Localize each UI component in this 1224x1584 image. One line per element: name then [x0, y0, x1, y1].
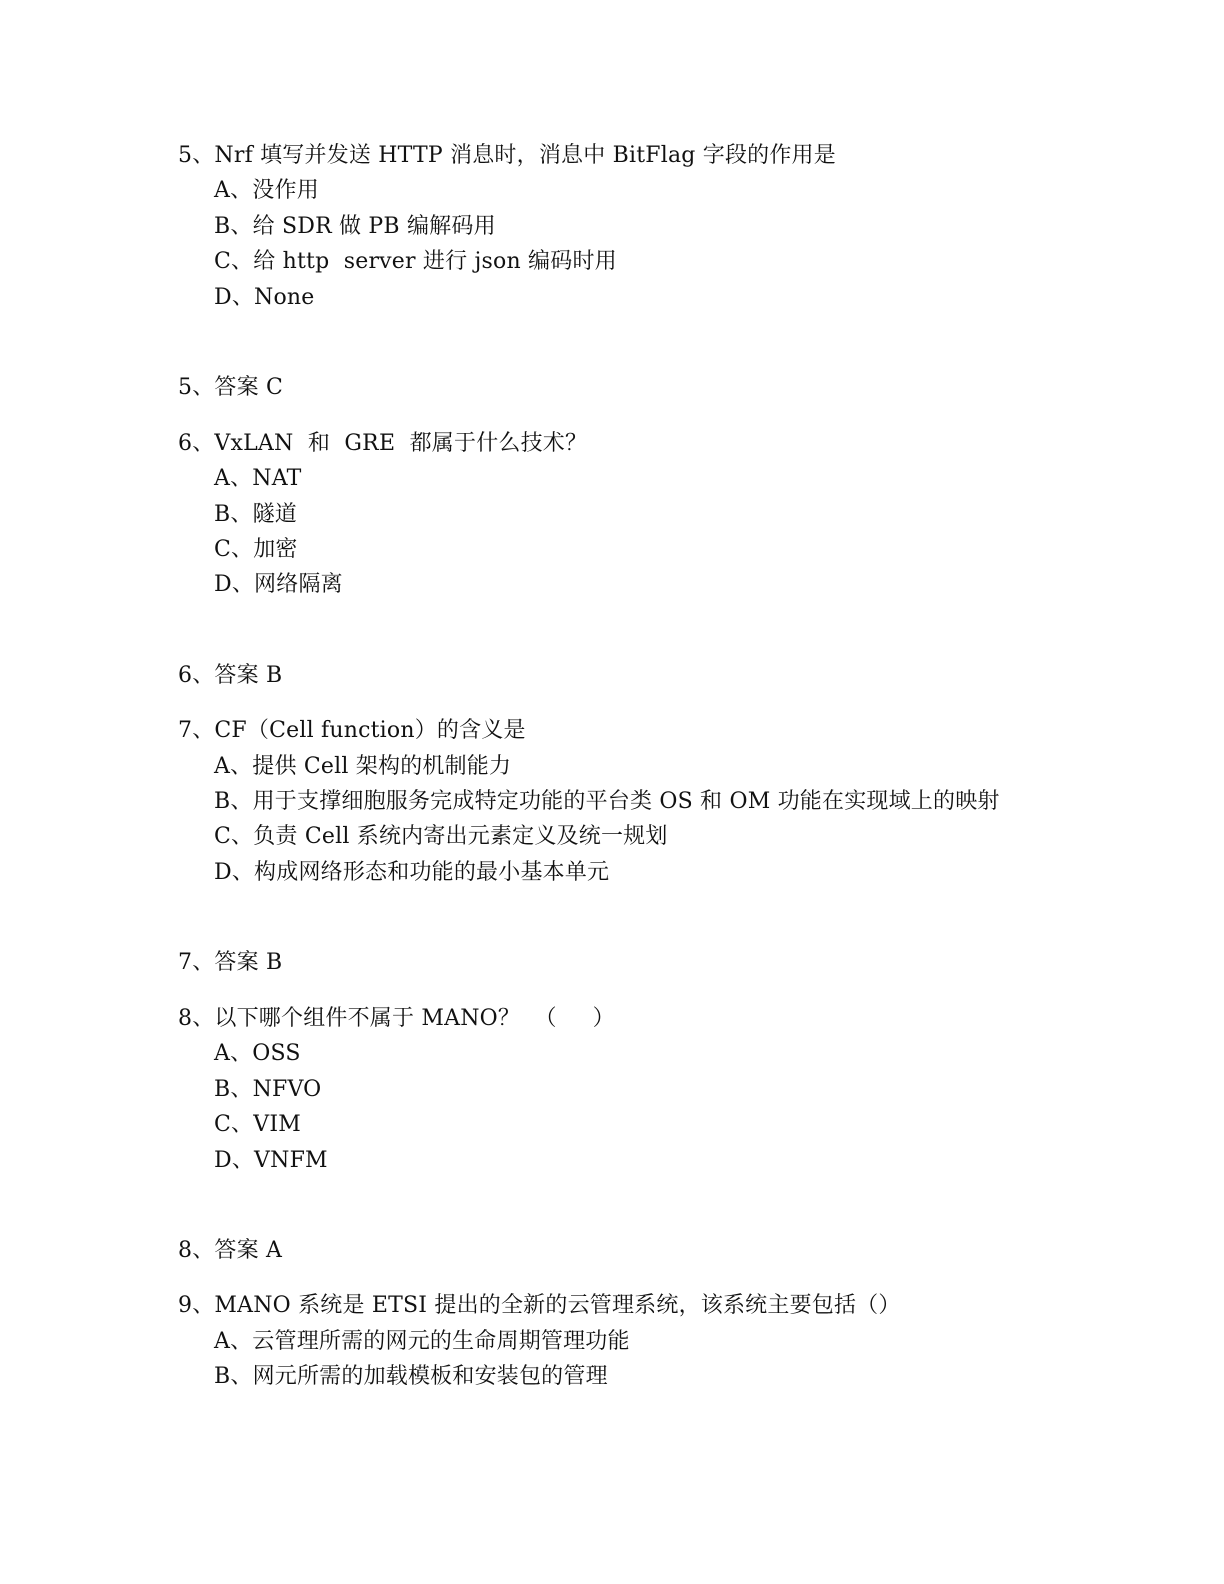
- question-5-text: 5、Nrf 填写并发送 HTTP 消息时，消息中 BitFlag 字段的作用是: [178, 143, 836, 168]
- question-9-option-a: A、云管理所需的网元的生命周期管理功能: [214, 1329, 630, 1354]
- question-8-text: 8、以下哪个组件不属于 MANO？ （ ）: [178, 1006, 615, 1031]
- question-6-text: 6、VxLAN 和 GRE 都属于什么技术？: [178, 431, 588, 456]
- question-6-option-b: B、隧道: [214, 502, 297, 527]
- question-8-option-c: C、VIM: [214, 1112, 301, 1137]
- question-5-option-d: D、None: [214, 285, 315, 310]
- question-8-option-b: B、NFVO: [214, 1077, 322, 1102]
- question-8-option-d: D、VNFM: [214, 1148, 328, 1173]
- question-6-answer: 6、答案 B: [178, 663, 283, 688]
- question-7-option-d: D、构成网络形态和功能的最小基本单元: [214, 860, 610, 885]
- question-6-option-d: D、网络隔离: [214, 572, 343, 597]
- question-5-option-c: C、给 http server 进行 json 编码时用: [214, 249, 617, 274]
- question-6-option-c: C、加密: [214, 537, 298, 562]
- question-9-option-b: B、网元所需的加载模板和安装包的管理: [214, 1364, 608, 1389]
- question-8-answer: 8、答案 A: [178, 1238, 283, 1263]
- question-5-option-a: A、没作用: [214, 178, 319, 203]
- question-7-option-c: C、负责 Cell 系统内寄出元素定义及统一规划: [214, 824, 668, 849]
- question-7-option-a: A、提供 Cell 架构的机制能力: [214, 754, 512, 779]
- question-7-text: 7、CF（Cell function）的含义是: [178, 718, 526, 743]
- question-6-option-a: A、NAT: [214, 466, 302, 491]
- question-7-answer: 7、答案 B: [178, 950, 283, 975]
- question-5-option-b: B、给 SDR 做 PB 编解码用: [214, 214, 496, 239]
- question-8-option-a: A、OSS: [214, 1041, 301, 1066]
- question-5-answer: 5、答案 C: [178, 375, 284, 400]
- question-9-text: 9、MANO 系统是 ETSI 提出的全新的云管理系统，该系统主要包括（）: [178, 1293, 901, 1318]
- question-7-option-b: B、用于支撑细胞服务完成特定功能的平台类 OS 和 OM 功能在实现域上的映射: [214, 789, 1000, 814]
